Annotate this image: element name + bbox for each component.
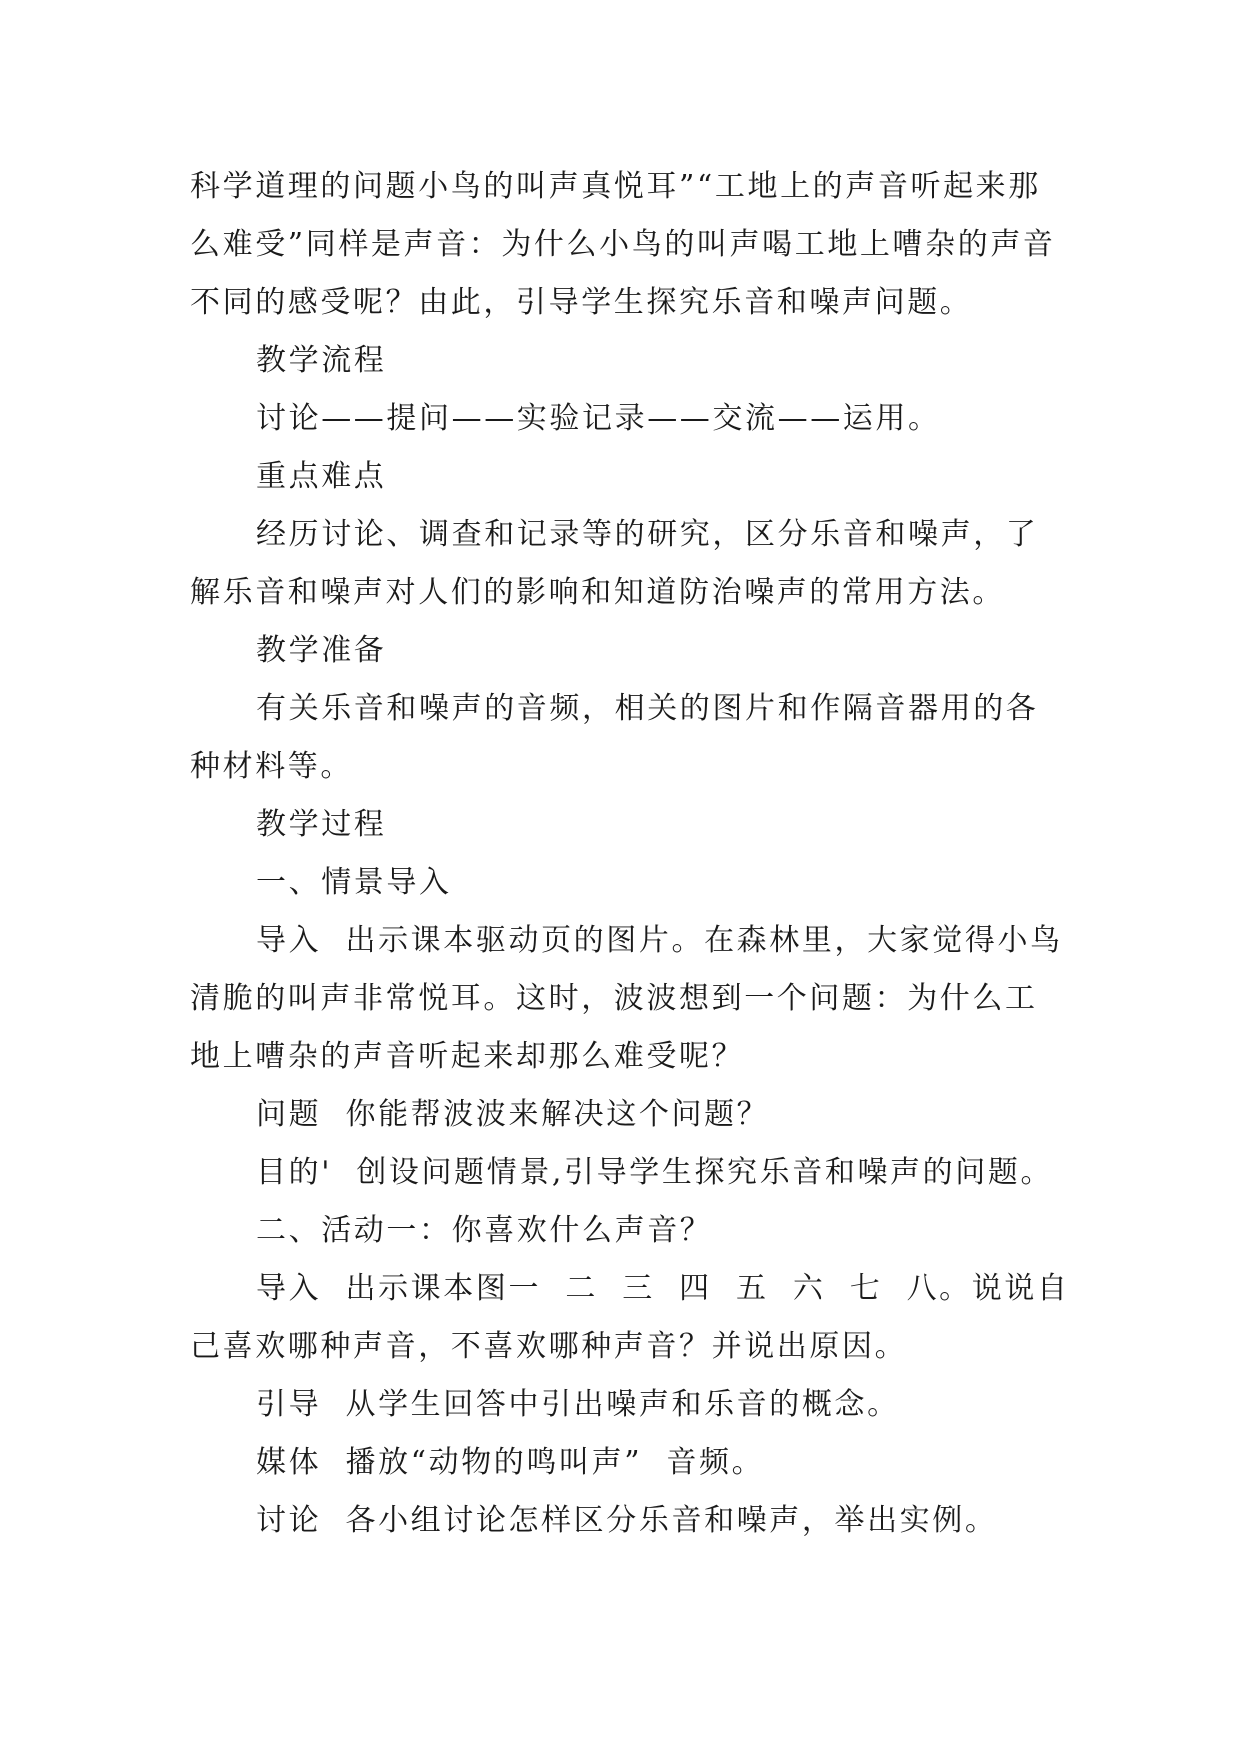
paragraph-introduction: 导入 出示课本驱动页的图片。在森林里，大家觉得小鸟清脆的叫声非常悦耳。这时，波波想到一个问题：为什么工地上嘈杂的声音听起来却那么难受呢？	[190, 923, 1063, 1074]
paragraph-question: 问题 你能帮波波来解决这个问题？	[256, 1097, 770, 1132]
paragraph-discussion: 讨论 各小组讨论怎样区分乐音和噪声，举出实例。	[256, 1503, 998, 1538]
document-body	[190, 158, 1070, 1550]
paragraph-media: 媒体 播放“动物的鸣叫声” 音频。	[256, 1445, 765, 1480]
heading-preparation: 教学准备	[256, 633, 387, 668]
paragraph-preparation: 有关乐音和噪声的音频，相关的图片和作隔音器用的各种材料等。	[190, 691, 1039, 784]
paragraph-guidance: 引导 从学生回答中引出噪声和乐音的概念。	[256, 1387, 900, 1422]
paragraph-purpose: 目的' 创设问题情景,引导学生探究乐音和噪声的问题。	[256, 1155, 1054, 1190]
paragraph-teaching-flow: 讨论——提问——实验记录——交流——运用。	[256, 401, 941, 436]
paragraph-intro-continued: 科学道理的问题小鸟的叫声真悦耳”“工地上的声音听起来那么难受”同样是声音：为什么小鸟的叫声喝工地上嘈杂的声音不同的感受呢？由此，引导学生探究乐音和噪声问题。	[190, 169, 1056, 320]
paragraph-key-points: 经历讨论、调查和记录等的研究，区分乐音和噪声，了解乐音和噪声对人们的影响和知道防治噪声的常用方法。	[190, 517, 1039, 610]
heading-activity-one: 二、活动一：你喜欢什么声音？	[256, 1213, 713, 1248]
heading-teaching-flow: 教学流程	[256, 343, 387, 378]
heading-teaching-process: 教学过程	[256, 807, 387, 842]
heading-key-points: 重点难点	[256, 459, 387, 494]
paragraph-activity-intro: 导入 出示课本图一 二 三 四 五 六 七 八。说说自己喜欢哪种声音，不喜欢哪种声音？并说出原因。	[190, 1271, 1070, 1364]
heading-section-one: 一、情景导入	[256, 865, 452, 900]
